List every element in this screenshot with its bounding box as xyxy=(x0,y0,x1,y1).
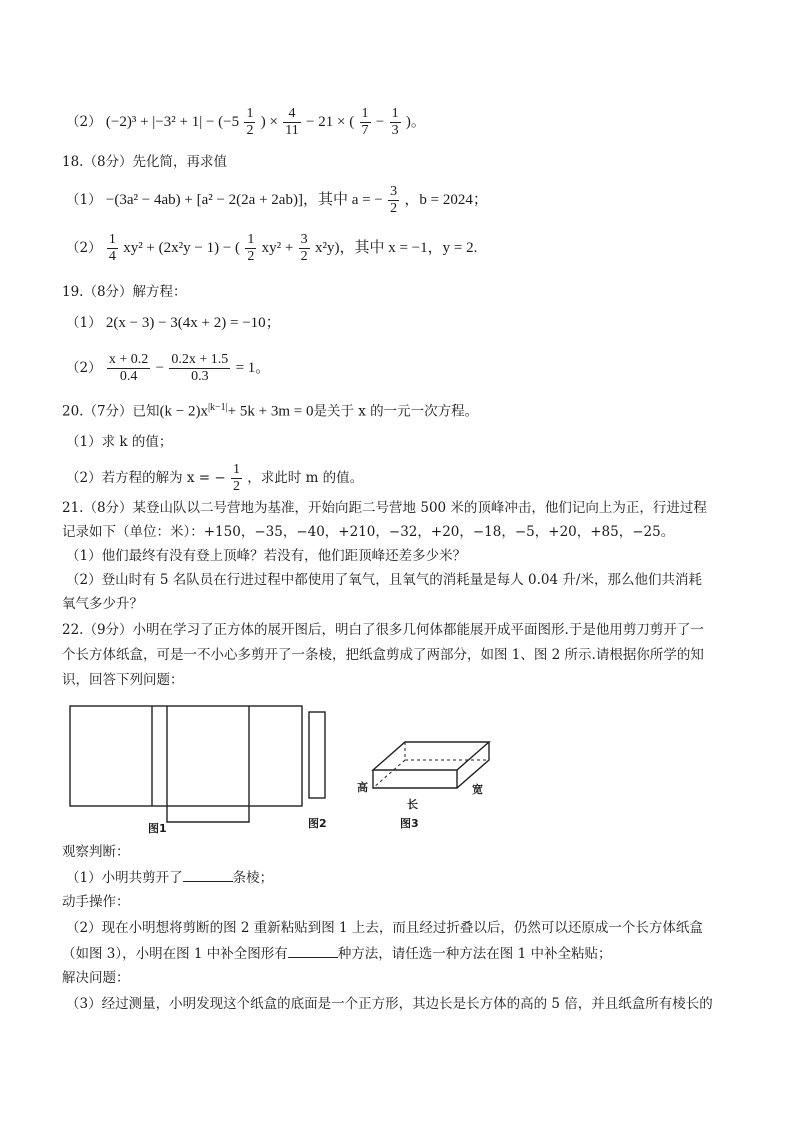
expression: = 1。 xyxy=(235,360,271,376)
denominator: 0.3 xyxy=(191,369,209,384)
problem21-part2-line1: （2）登山时有 5 名队员在行进过程中都使用了氧气，且氧气的消耗量是每人 0.04 升/米，那么他们共消耗 xyxy=(66,572,702,588)
denominator: 4 xyxy=(108,249,116,264)
fraction xyxy=(283,106,300,139)
expression: 2(x − 3) − 3(4x + 2) = −10； xyxy=(105,315,281,331)
numerator: 1 xyxy=(247,232,255,247)
denominator: 11 xyxy=(285,123,299,138)
problem22-q2-line2 xyxy=(62,943,611,964)
figure3-length-label: 长 xyxy=(407,798,418,811)
numerator: 1 xyxy=(361,106,369,121)
expression: − 21 × ( xyxy=(306,114,355,130)
question-text: （1）小明共剪开了 xyxy=(66,870,183,886)
box-top-face xyxy=(373,742,489,770)
numerator: 0.2x + 1.5 xyxy=(171,352,229,367)
problem20-title xyxy=(62,398,478,422)
numerator: x + 0.2 xyxy=(108,352,149,367)
figure2-strip xyxy=(305,708,329,802)
figure2-label: 图2 xyxy=(308,817,327,830)
question-text: （如图 3），小明在图 1 中补全图形有 xyxy=(62,946,288,962)
problem21-line1: 21.（8分）某登山队以二号营地为基准，开始向距二号营地 500 米的顶峰冲击，他们记向上为正，行进过程 xyxy=(62,500,707,516)
fraction xyxy=(107,352,150,385)
part-prefix: （2） xyxy=(66,240,102,256)
net-outline xyxy=(70,706,302,806)
figure3-width-label: 宽 xyxy=(472,783,483,796)
figure1-net xyxy=(60,700,320,840)
numerator: 3 xyxy=(390,184,398,199)
question-text: 条棱； xyxy=(232,870,274,886)
strip-outline xyxy=(309,712,325,798)
expression: (k − 2)x xyxy=(159,403,209,420)
fraction xyxy=(388,184,399,217)
expression: ) × xyxy=(260,114,278,130)
problem18-part2 xyxy=(66,232,477,265)
section-observe: 观察判断： xyxy=(62,844,130,860)
expression: −(3a² − 4ab) + [a² − 2(2a + 2ab)]，其中 a = − xyxy=(105,192,383,208)
problem21-line2: 记录如下（单位：米）：+150，−35，−40，+210，−32，+20，−18，−5，+20，+85，−25。 xyxy=(62,524,675,540)
expression: − xyxy=(375,114,385,130)
problem20-part2 xyxy=(66,462,363,495)
expression: xy² + (2x²y − 1) − ( xyxy=(123,240,241,256)
problem-text: 是关于 x 的一元一次方程。 xyxy=(313,403,479,420)
problem18-part1 xyxy=(66,184,488,217)
fraction xyxy=(107,232,118,265)
exponent: |k−1| xyxy=(208,402,228,413)
hidden-edge xyxy=(373,760,405,788)
problem-label: 20.（7分）已知 xyxy=(62,403,160,420)
problem22-q3-line1: （3）经过测量，小明发现这个纸盒的底面是一个正方形，其边长是长方体的高的 5 倍，并且纸盒所有棱长的 xyxy=(66,996,713,1012)
numerator: 1 xyxy=(246,106,254,121)
problem22-q2-line1: （2）现在小明想将剪断的图 2 重新粘贴到图 1 上去，而且经过折叠以后，仍然可以还原成一个长方体纸盒 xyxy=(66,920,703,936)
expression: x²y)，其中 x = −1，y = 2. xyxy=(314,240,478,256)
problem-text: ，求此时 m 的值。 xyxy=(247,470,364,486)
answer-blank[interactable] xyxy=(288,943,338,958)
numerator: 1 xyxy=(391,106,399,121)
section-hands-on: 动手操作： xyxy=(62,894,130,910)
denominator: 2 xyxy=(390,201,398,216)
problem21-part2-line2: 氧气多少升？ xyxy=(62,596,143,612)
section-solve: 解决问题： xyxy=(62,970,130,986)
denominator: 2 xyxy=(247,249,255,264)
expression: )。 xyxy=(405,114,426,130)
expression: + 5k + 3m = 0 xyxy=(227,403,314,420)
numerator: 1 xyxy=(233,462,240,477)
expression: xy² + xyxy=(261,240,294,256)
fraction xyxy=(245,232,256,265)
expression: (−2)³ + |−3² + 1| − (−5 xyxy=(105,114,240,130)
problem19-part1 xyxy=(66,313,281,333)
part-prefix: （2） xyxy=(66,114,102,130)
expression: ，b = 2024； xyxy=(404,192,488,208)
denominator: 2 xyxy=(233,479,240,494)
fraction xyxy=(390,106,401,139)
problem22-q1 xyxy=(66,867,273,888)
problem20-part1: （1）求 k 的值； xyxy=(66,434,173,450)
question-text: 种方法，请任选一种方法在图 1 中补全粘贴； xyxy=(337,946,612,962)
fraction xyxy=(231,462,242,495)
expression: − xyxy=(155,360,165,376)
numerator: 3 xyxy=(300,232,308,247)
part-prefix: （1） xyxy=(66,315,102,331)
denominator: 2 xyxy=(300,249,308,264)
problem19-part2 xyxy=(66,352,270,385)
denominator: 7 xyxy=(361,123,369,138)
problem-text: （2）若方程的解为 x = − xyxy=(66,470,226,486)
fraction xyxy=(169,352,230,385)
denominator: 3 xyxy=(391,123,399,138)
part-prefix: （2） xyxy=(66,360,102,376)
problem22-line1: 22.（9分）小明在学习了正方体的展开图后，明白了很多几何体都能展开成平面图形.于是他用剪刀剪开了一 xyxy=(62,622,704,638)
part-prefix: （1） xyxy=(66,192,102,208)
net-flap xyxy=(167,806,249,822)
answer-blank[interactable] xyxy=(183,867,233,882)
denominator: 0.4 xyxy=(119,369,138,384)
fraction xyxy=(244,106,255,139)
denominator: 2 xyxy=(246,123,254,138)
figure3-label: 图3 xyxy=(400,817,419,830)
figure3-height-label: 高 xyxy=(357,781,368,794)
figure1-label: 图1 xyxy=(148,822,167,835)
numerator: 4 xyxy=(283,106,300,123)
problem22-line2: 个长方体纸盒，可是一不小心多剪开了一条棱，把纸盒剪成了两部分，如图 1、图 2 所示.请根据你所学的知 xyxy=(62,647,704,663)
fraction xyxy=(299,232,310,265)
numerator: 1 xyxy=(108,232,116,247)
problem17-part2 xyxy=(66,106,426,139)
problem18-title: 18.（8分）先化简，再求值 xyxy=(62,154,228,170)
problem21-part1: （1）他们最终有没有登上顶峰？若没有，他们距顶峰还差多少米？ xyxy=(66,548,467,564)
fraction xyxy=(360,106,371,139)
problem22-line3: 识，回答下列问题： xyxy=(62,672,184,688)
problem19-title: 19.（8分）解方程： xyxy=(62,284,187,300)
